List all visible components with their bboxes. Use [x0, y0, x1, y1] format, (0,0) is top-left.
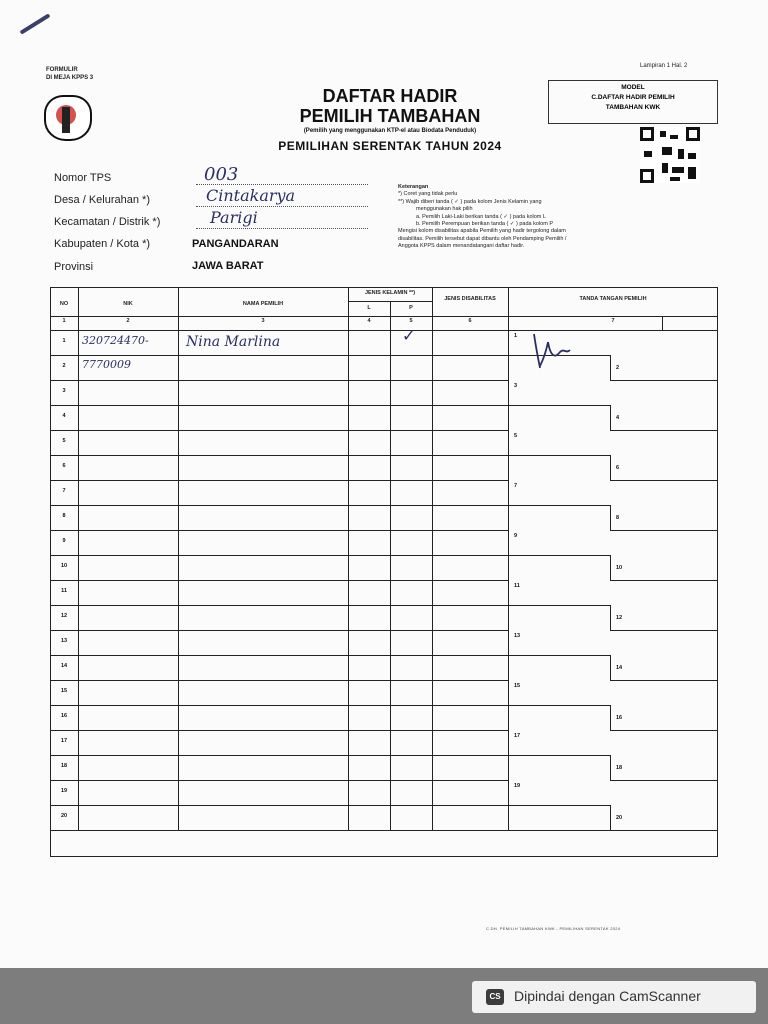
grid-line — [50, 330, 718, 331]
title-daftar-hadir: DAFTAR HADIR — [322, 86, 458, 106]
grid-line — [50, 530, 508, 531]
grid-line — [50, 316, 718, 317]
signature-slot-number: 3 — [514, 383, 518, 389]
grid-line — [50, 680, 508, 681]
row-number: 19 — [60, 788, 68, 794]
pen-mark — [20, 13, 51, 34]
grid-line — [50, 755, 508, 756]
row-number: 16 — [60, 713, 68, 719]
entry-nama: Nina Marlina — [186, 334, 281, 350]
row-number: 11 — [61, 588, 67, 594]
model-line-2: C.DAFTAR HADIR PEMILIH — [591, 94, 675, 101]
grid-line — [50, 430, 508, 431]
grid-line — [610, 630, 718, 631]
entry-nik-line-1: 320724470- — [82, 334, 149, 347]
grid-line — [610, 655, 611, 680]
grid-line — [508, 705, 610, 706]
title-note: (Pemilih yang menggunakan KTP-el atau Biodata Penduduk) — [303, 128, 477, 134]
grid-line — [610, 705, 611, 730]
dotted-line — [196, 228, 368, 229]
entry-p-checkmark: ✓ — [402, 326, 416, 345]
signature-mark — [526, 328, 576, 372]
signature-slot-number: 1 — [514, 333, 518, 339]
desa-value: Cintakarya — [206, 186, 296, 205]
grid-line — [508, 287, 509, 830]
col-l-header: L — [367, 305, 371, 311]
model-line-1: MODEL — [621, 84, 645, 91]
grid-line — [610, 830, 718, 831]
grid-line — [508, 805, 610, 806]
title-pemilih-tambahan: PEMILIH TAMBAHAN — [299, 106, 481, 126]
note-line: **) Wajib diberi tanda ( ✓ ) pada kolom Jenis Kelamin yang — [398, 198, 542, 205]
signature-slot-number: 16 — [616, 715, 623, 721]
notes-title: Keterangan — [398, 184, 429, 190]
signature-slot-number: 14 — [616, 665, 623, 671]
kecamatan-value: Parigi — [210, 208, 258, 227]
grid-line — [50, 355, 508, 356]
signature-slot-number: 2 — [616, 365, 620, 371]
attendance-table — [50, 287, 718, 857]
grid-line — [50, 480, 508, 481]
grid-line — [178, 287, 179, 830]
camscanner-badge — [472, 981, 756, 1013]
grid-line — [610, 505, 611, 530]
grid-line — [508, 755, 610, 756]
signature-slot-number: 15 — [514, 683, 521, 689]
grid-line — [50, 630, 508, 631]
grid-line — [508, 405, 610, 406]
col-no-header: NO — [59, 301, 69, 307]
grid-line — [50, 605, 508, 606]
row-number: 3 — [62, 388, 66, 394]
kabupaten-label: Kabupaten / Kota *) — [54, 238, 151, 250]
row-number: 20 — [60, 813, 68, 819]
grid-line — [610, 355, 611, 380]
signature-slot-number: 20 — [616, 815, 623, 821]
row-number: 6 — [62, 463, 66, 469]
grid-line — [50, 730, 508, 731]
grid-line — [508, 555, 610, 556]
signature-slot-number: 18 — [616, 765, 623, 771]
camscanner-label: Dipindai dengan CamScanner — [514, 988, 701, 1004]
footer-code: C.DH. PEMILIH TAMBAHAN KWK - PEMILIHAN SERENTAK 2024 — [486, 926, 621, 931]
desa-label: Desa / Kelurahan *) — [54, 194, 150, 206]
signature-slot-number: 7 — [514, 483, 518, 489]
row-number: 9 — [62, 538, 66, 544]
grid-line — [50, 780, 508, 781]
formulir-label: FORMULIR — [46, 67, 78, 73]
row-number: 12 — [60, 613, 68, 619]
signature-slot-number: 19 — [514, 783, 521, 789]
grid-line — [610, 430, 718, 431]
row-number: 4 — [62, 413, 66, 419]
grid-line — [50, 380, 508, 381]
note-line: *) Coret yang tidak perlu — [398, 191, 458, 198]
note-line: Anggota KPPS dalam menandatangani daftar hadir. — [398, 243, 525, 250]
col-nama-header: NAMA PEMILIH — [242, 301, 284, 307]
row-number: 1 — [62, 338, 66, 344]
grid-line — [610, 455, 611, 480]
row-number: 10 — [60, 563, 68, 569]
col-index: 7 — [611, 318, 615, 324]
col-p-header: P — [409, 305, 413, 311]
garuda-emblem-icon — [44, 95, 92, 141]
signature-slot-number: 12 — [616, 615, 623, 621]
col-ttd-header: TANDA TANGAN PEMILIH — [579, 296, 647, 302]
grid-line — [508, 655, 610, 656]
grid-line — [50, 655, 508, 656]
grid-line — [610, 555, 611, 580]
row-number: 5 — [62, 438, 66, 444]
grid-line — [610, 580, 718, 581]
notes-block — [398, 184, 714, 251]
note-line: a. Pemilih Laki-Laki berikan tanda ( ✓ ) pada kolom L — [416, 213, 546, 220]
dotted-line — [196, 206, 368, 207]
signature-slot-number: 10 — [616, 565, 623, 571]
row-number: 7 — [62, 488, 66, 494]
signature-slot-number: 5 — [514, 433, 518, 439]
grid-line — [508, 505, 610, 506]
grid-line — [610, 380, 718, 381]
model-box — [548, 80, 718, 124]
grid-line — [610, 780, 718, 781]
grid-line — [432, 287, 433, 830]
grid-line — [78, 287, 79, 830]
row-number: 15 — [60, 688, 68, 694]
col-disabilitas-header: JENIS DISABILITAS — [444, 296, 496, 302]
signature-slot-number: 9 — [514, 533, 518, 539]
col-index: 6 — [468, 318, 472, 324]
row-number: 13 — [60, 638, 68, 644]
col-index: 5 — [409, 318, 413, 324]
note-line: menggunakan hak pilih — [416, 206, 473, 213]
provinsi-value: JAWA BARAT — [192, 260, 264, 272]
title-pemilihan: PEMILIHAN SERENTAK TAHUN 2024 — [278, 139, 502, 153]
signature-slot-number: 17 — [514, 733, 521, 739]
grid-line — [610, 730, 718, 731]
grid-line — [50, 455, 508, 456]
col-index: 1 — [62, 318, 66, 324]
grid-line — [50, 505, 508, 506]
col-index: 4 — [367, 318, 371, 324]
grid-line — [508, 455, 610, 456]
dotted-line — [196, 184, 368, 185]
provinsi-label: Provinsi — [54, 261, 94, 273]
nomor-tps-label: Nomor TPS — [54, 172, 112, 184]
kabupaten-value: PANGANDARAN — [192, 238, 279, 250]
kecamatan-label: Kecamatan / Distrik *) — [54, 216, 161, 228]
note-line: Mengisi kolom disabilitas apabila Pemilih yang hadir tergolong dalam — [398, 228, 566, 235]
signature-slot-number: 4 — [616, 415, 620, 421]
formulir-sub-label: DI MEJA KPPS 3 — [46, 75, 94, 81]
nomor-tps-value: 003 — [204, 164, 239, 185]
camscanner-logo-icon: CS — [486, 989, 504, 1005]
grid-line — [610, 605, 611, 630]
model-line-3: TAMBAHAN KWK — [605, 104, 661, 111]
row-number: 8 — [62, 513, 66, 519]
signature-slot-number: 13 — [514, 633, 521, 639]
entry-nik-line-2: 7770009 — [82, 358, 131, 371]
row-number: 17 — [60, 738, 68, 744]
note-line: disabilitas. Pemilih tersebut dapat dibantu oleh Pendamping Pemilih / — [398, 235, 567, 242]
signature-slot-number: 8 — [616, 515, 620, 521]
col-index: 3 — [261, 318, 265, 324]
row-number: 18 — [60, 763, 68, 769]
signature-slot-number: 11 — [514, 583, 520, 589]
col-index: 2 — [126, 318, 130, 324]
grid-line — [508, 605, 610, 606]
grid-line — [610, 530, 718, 531]
grid-line — [610, 480, 718, 481]
col-nik-header: NIK — [123, 301, 133, 307]
col-jk-header: JENIS KELAMIN **) — [364, 290, 416, 296]
grid-line — [610, 755, 611, 780]
grid-line — [50, 580, 508, 581]
row-number: 14 — [60, 663, 68, 669]
grid-line — [348, 287, 349, 830]
grid-line — [610, 805, 611, 830]
grid-line — [50, 805, 508, 806]
qr-code-icon — [640, 127, 700, 183]
grid-line — [610, 405, 611, 430]
row-number: 2 — [62, 363, 66, 369]
lampiran-label: Lampiran 1 Hal. 2 — [640, 63, 688, 69]
note-line: b. Pemilih Perempuan berikan tanda ( ✓ ) pada kolom P — [416, 221, 553, 228]
grid-line — [50, 555, 508, 556]
grid-line — [50, 705, 508, 706]
signature-slot-number: 6 — [616, 465, 620, 471]
grid-line — [50, 405, 508, 406]
grid-line — [610, 680, 718, 681]
